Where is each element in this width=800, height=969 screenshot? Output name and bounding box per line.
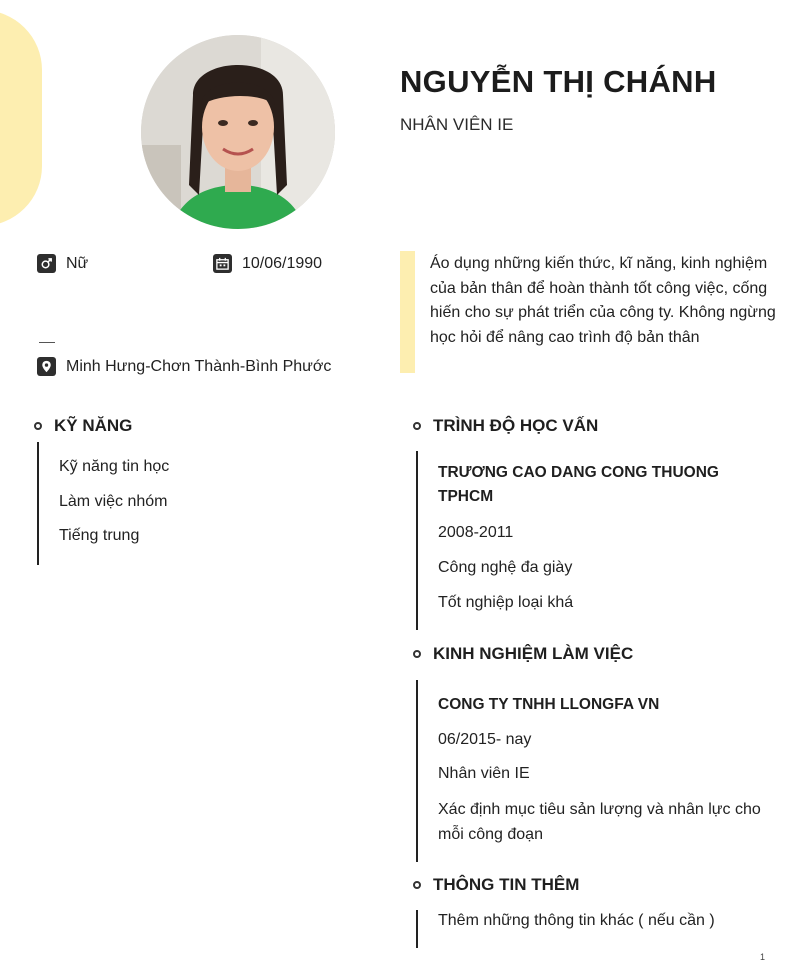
skill-item: Làm việc nhóm: [59, 493, 168, 510]
avatar-photo: [141, 35, 335, 229]
section-bullet-icon: [413, 422, 421, 430]
page-number: 1: [760, 952, 766, 962]
experience-period: 06/2015- nay: [438, 731, 532, 748]
section-bullet-icon: [34, 422, 42, 430]
education-heading: TRÌNH ĐỘ HỌC VẤN: [413, 416, 598, 436]
education-period: 2008-2011: [438, 524, 514, 541]
divider-dash: [39, 342, 55, 343]
decorative-yellow-shape: [0, 10, 42, 226]
skill-item: Kỹ năng tin học: [59, 458, 170, 475]
gender-info: [37, 254, 88, 273]
education-major: Công nghệ đa giày: [438, 559, 573, 576]
education-timeline: [416, 451, 418, 630]
gender-value: Nữ: [66, 254, 89, 272]
experience-timeline: [416, 680, 418, 862]
address-value: Minh Hưng-Chơn Thành-Bình Phước: [66, 357, 332, 375]
avatar: [141, 35, 335, 229]
experience-description: Xác định mục tiêu sản lượng và nhân lực cho mỗi công đoạn: [438, 801, 761, 843]
job-title: NHÂN VIÊN IE: [400, 115, 514, 134]
additional-text: Thêm những thông tin khác ( nếu cần ): [438, 912, 715, 929]
section-bullet-icon: [413, 650, 421, 658]
location-icon: [37, 357, 56, 376]
skills-heading: KỸ NĂNG: [34, 416, 132, 436]
skills-timeline: [37, 442, 39, 565]
experience-heading: KINH NGHIỆM LÀM VIỆC: [413, 644, 633, 664]
education-result: Tốt nghiệp loại khá: [438, 594, 574, 611]
career-objective: Áo dụng những kiến thức, kĩ năng, kinh nghiệm của bản thân để hoàn thành tốt công việc, cống hiến cho sự phát triển của công ty. Không ngừng học hỏi để nâng cao trình độ bản thân: [430, 255, 776, 346]
objective-accent-bar: [400, 251, 415, 373]
calendar-icon: [213, 254, 232, 273]
birthdate-value: 10/06/1990: [242, 254, 323, 272]
section-bullet-icon: [413, 881, 421, 889]
additional-heading: THÔNG TIN THÊM: [413, 875, 579, 895]
birthdate-info: [213, 254, 322, 273]
education-school: TRƯƠNG CAO DANG CONG THUONG TPHCM: [438, 464, 719, 505]
skill-item: Tiếng trung: [59, 527, 140, 544]
experience-position: Nhân viên IE: [438, 765, 530, 782]
candidate-name: NGUYỄN THỊ CHÁNH: [400, 64, 717, 99]
experience-company: CONG TY TNHH LLONGFA VN: [438, 696, 660, 713]
gender-icon: [37, 254, 56, 273]
address-info: [37, 357, 331, 376]
additional-timeline: [416, 910, 418, 948]
